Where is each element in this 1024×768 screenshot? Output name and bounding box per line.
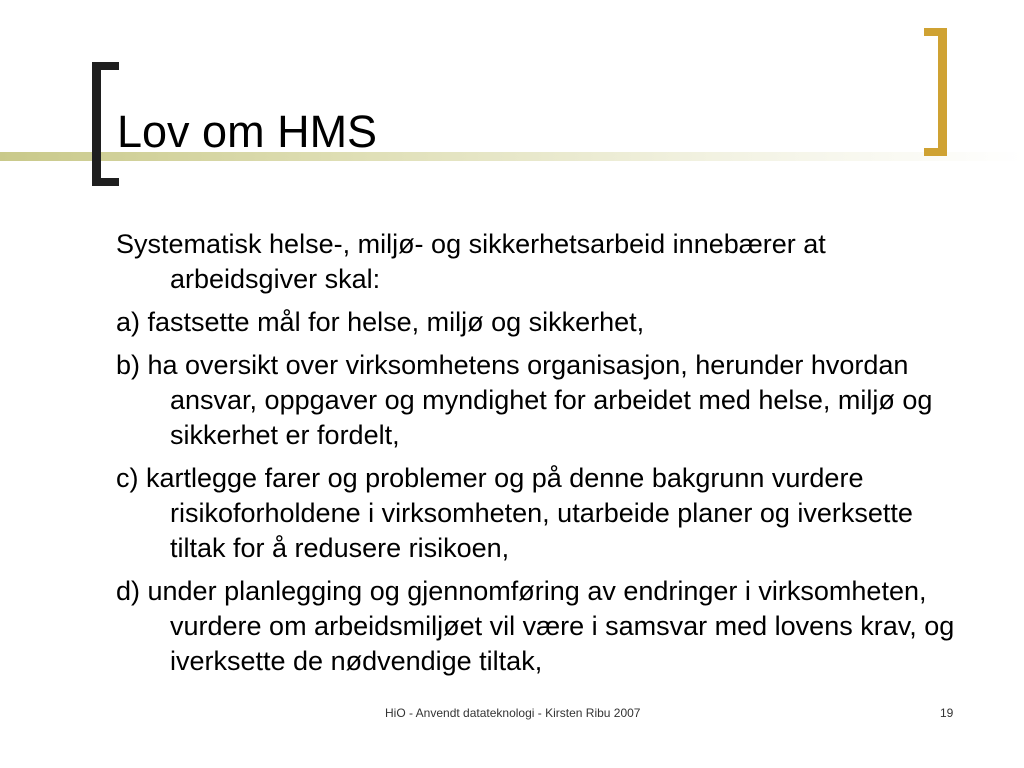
body-paragraph-a: a) fastsette mål for helse, miljø og sikkerhet, [116, 307, 645, 337]
body-paragraph-intro: Systematisk helse-, miljø- og sikkerhetsarbeid innebærer at arbeidsgiver skal: [116, 229, 826, 294]
left-bracket-decoration [92, 62, 119, 186]
footer-text: HiO - Anvendt datateknologi - Kirsten Ribu 2007 [385, 706, 641, 720]
slide-title: Lov om HMS [117, 106, 378, 157]
slide-body [116, 227, 961, 687]
body-paragraph-b: b) ha oversikt over virksomhetens organisasjon, herunder hvordan ansvar, oppgaver og myndighet for arbeidet med helse, miljø og sikkerhet er fordelt, [116, 350, 933, 450]
body-paragraph-d: d) under planlegging og gjennomføring av endringer i virksomheten, vurdere om arbeidsmiljøet vil være i samsvar med lovens krav, og iverksette de nødvendige tiltak, [116, 576, 955, 676]
slide-number: 19 [940, 706, 954, 720]
right-bracket-decoration [924, 28, 947, 156]
body-paragraph-c: c) kartlegge farer og problemer og på denne bakgrunn vurdere risikoforholdene i virksomheten, utarbeide planer og iverksette tiltak for å redusere risikoen, [116, 463, 913, 563]
